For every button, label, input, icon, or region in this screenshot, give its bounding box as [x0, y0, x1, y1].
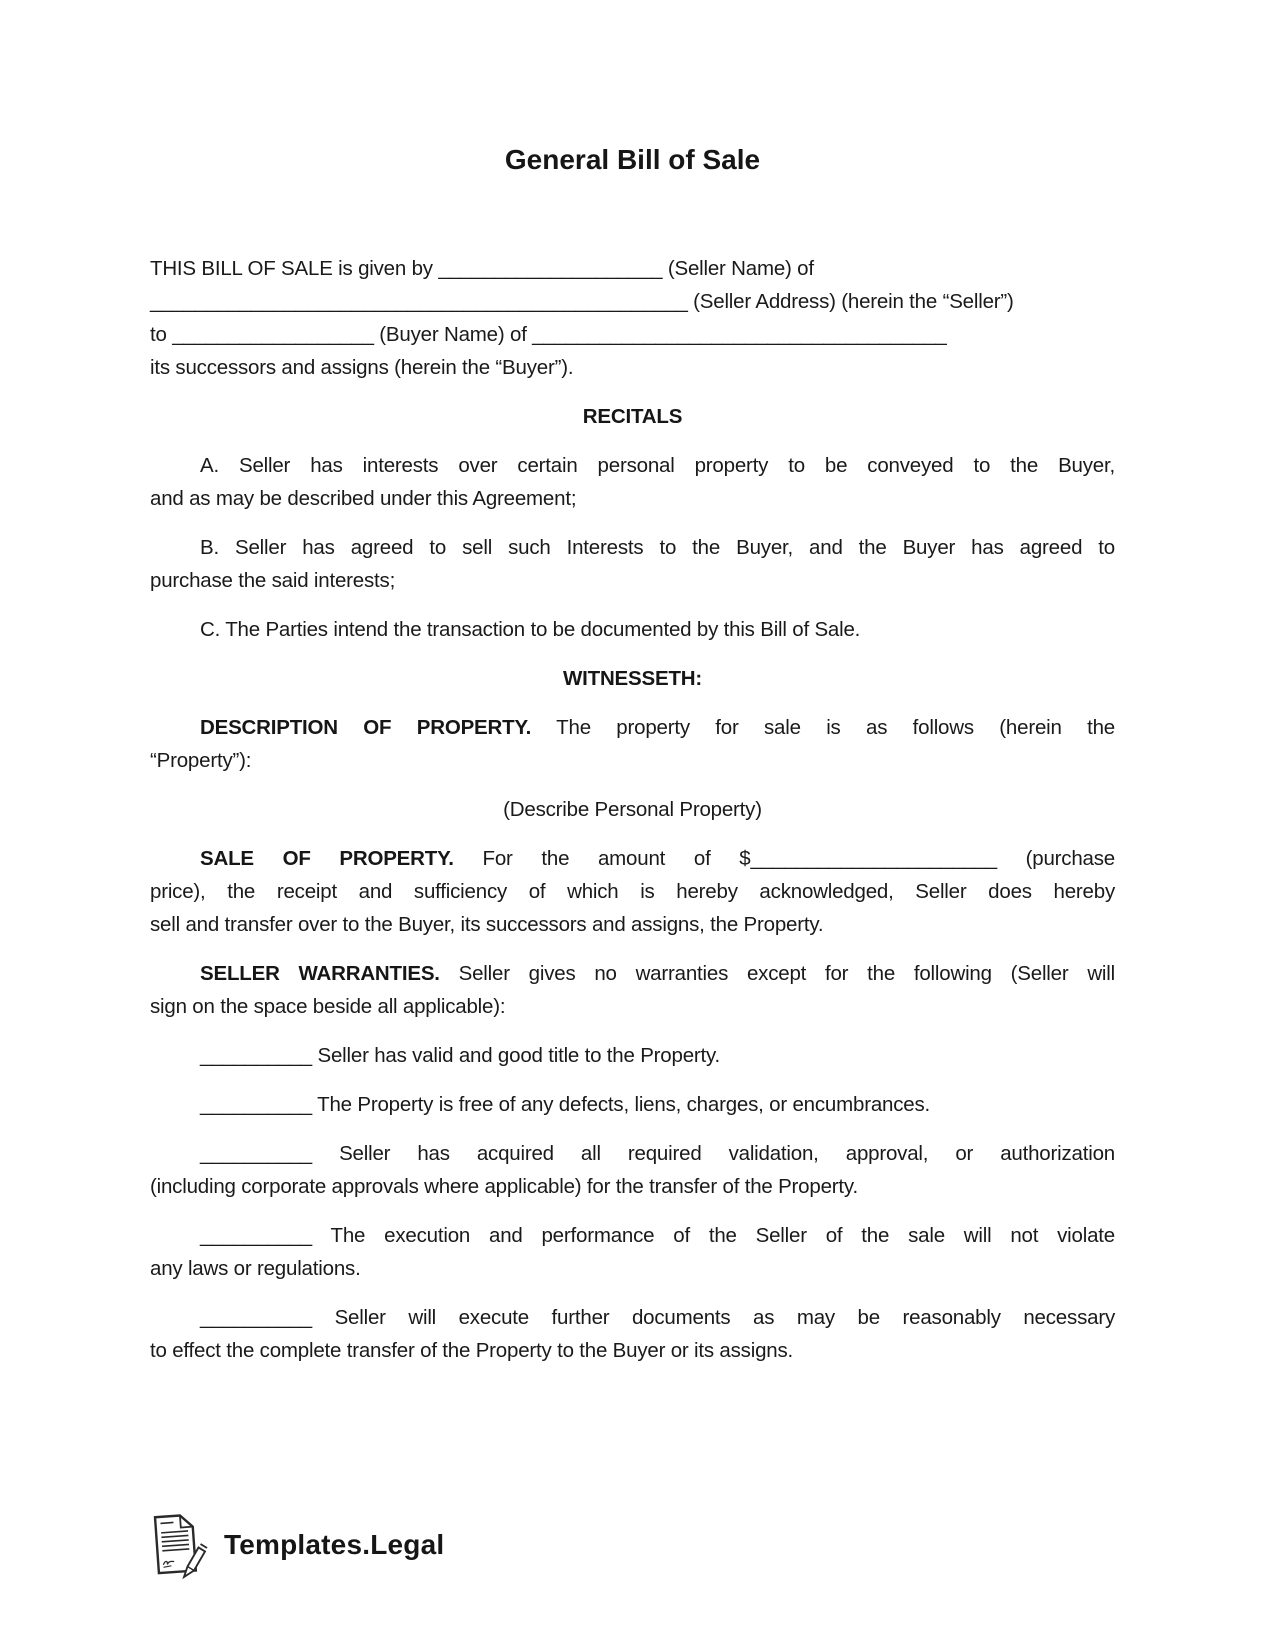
description-of-property-paragraph	[150, 711, 1115, 777]
warranty-5-line-2: to effect the complete transfer of the Property to the Buyer or its assigns.	[150, 1339, 794, 1362]
recital-c-paragraph	[150, 613, 1115, 646]
intro-line-2: ________________________________________________ (Seller Address) (herein the “Seller”)	[150, 290, 1014, 313]
sale-line-1	[150, 842, 1115, 875]
description-line-1	[150, 711, 1115, 744]
intro-line-1: THIS BILL OF SALE is given by ____________________ (Seller Name) of	[150, 257, 814, 280]
warranty-item-no-violation	[150, 1219, 1115, 1285]
describe-property-placeholder: (Describe Personal Property)	[503, 798, 762, 821]
warranties-line-1	[150, 957, 1115, 990]
warranty-4-line-2: any laws or regulations.	[150, 1257, 361, 1280]
recital-b-line-2: purchase the said interests;	[150, 569, 396, 592]
description-lead: DESCRIPTION OF PROPERTY.	[200, 716, 532, 739]
recital-b-paragraph	[150, 531, 1115, 597]
recital-a-line-1: A. Seller has interests over certain personal property to be conveyed to the Buyer,	[200, 454, 1115, 477]
intro-line-3: to __________________ (Buyer Name) of _____________________________________	[150, 323, 947, 346]
warranty-item-further-documents	[150, 1301, 1115, 1367]
witnesseth-heading: WITNESSETH:	[562, 667, 703, 690]
warranty-2-line-1: __________ The Property is free of any defects, liens, charges, or encumbrances.	[200, 1093, 931, 1116]
warranty-item-authorization	[150, 1137, 1115, 1203]
seller-warranties-paragraph	[150, 957, 1115, 1023]
recital-c-line-1: C. The Parties intend the transaction to be documented by this Bill of Sale.	[200, 618, 861, 641]
document-pencil-icon	[150, 1509, 208, 1581]
sale-line-2: price), the receipt and sufficiency of which is hereby acknowledged, Seller does hereby	[150, 880, 1115, 903]
warranty-1-line-1: __________ Seller has valid and good title to the Property.	[200, 1044, 721, 1067]
recital-a-paragraph	[150, 449, 1115, 515]
footer-brand-lockup	[150, 1500, 444, 1590]
warranties-line-2: sign on the space beside all applicable):	[150, 995, 506, 1018]
description-line-2: “Property”):	[150, 749, 252, 772]
recitals-heading: RECITALS	[582, 405, 683, 428]
recital-b-line-1: B. Seller has agreed to sell such Interests to the Buyer, and the Buyer has agreed to	[200, 536, 1115, 559]
sale-lead: SALE OF PROPERTY.	[200, 847, 454, 870]
sale-line-3: sell and transfer over to the Buyer, its successors and assigns, the Property.	[150, 913, 824, 936]
warranty-item-defects	[150, 1088, 1115, 1121]
document-title: General Bill of Sale	[504, 144, 761, 175]
warranty-3-line-2: (including corporate approvals where applicable) for the transfer of the Property.	[150, 1175, 858, 1198]
intro-paragraph	[150, 252, 1115, 384]
intro-line-4: its successors and assigns (herein the “Buyer”).	[150, 356, 574, 379]
brand-name: Templates.Legal	[224, 1529, 445, 1560]
description-line-1-rest: The property for sale is as follows (herein the	[531, 716, 1115, 739]
recital-a-line-2: and as may be described under this Agreement;	[150, 487, 577, 510]
warranty-item-title	[150, 1039, 1115, 1072]
warranty-5-line-1: __________ Seller will execute further documents as may be reasonably necessary	[200, 1306, 1115, 1329]
sale-line-1-rest: For the amount of $______________________ (purchase	[453, 847, 1115, 870]
warranty-3-line-1: __________ Seller has acquired all required validation, approval, or authorization	[200, 1142, 1115, 1165]
warranties-lead: SELLER WARRANTIES.	[200, 962, 440, 985]
warranties-line-1-rest: Seller gives no warranties except for the following (Seller will	[439, 962, 1115, 985]
warranty-4-line-1: __________ The execution and performance of the Seller of the sale will not violate	[200, 1224, 1115, 1247]
sale-of-property-paragraph	[150, 842, 1115, 941]
